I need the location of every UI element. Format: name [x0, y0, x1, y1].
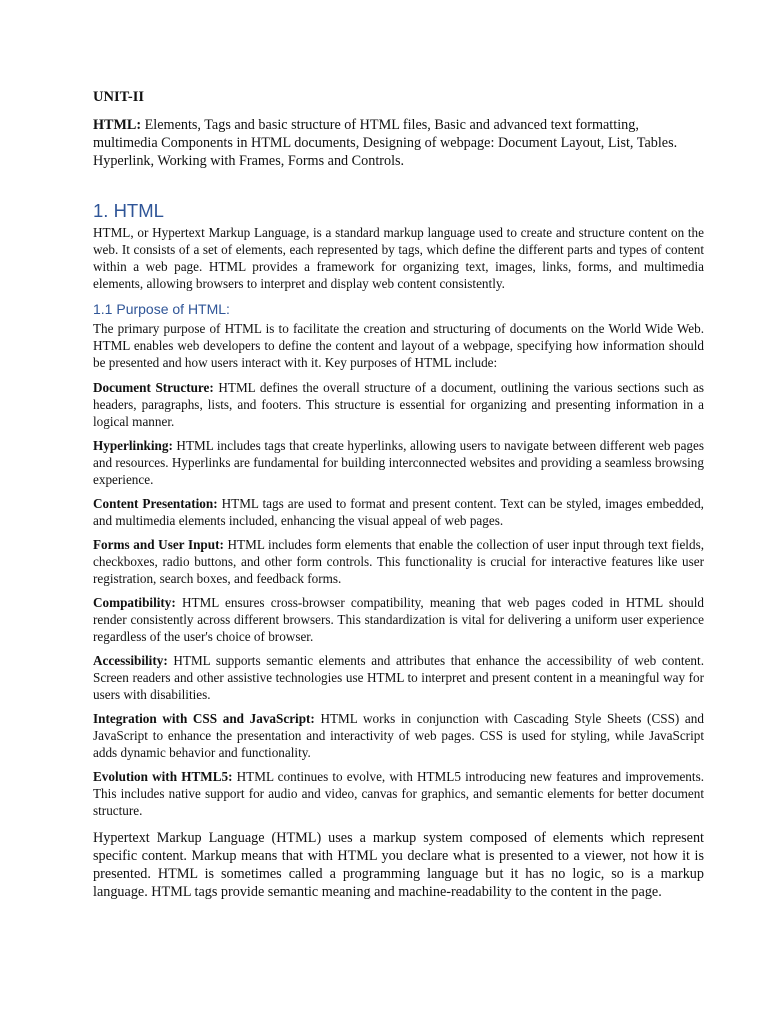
purpose-item-text: HTML ensures cross-browser compatibility, meaning that web pages coded in HTML should render consistently across different browsers. This standardization is vital for delivering a uniform user experience regardless of the user's choice of browser. — [93, 595, 704, 644]
section-heading-html: 1. HTML — [93, 200, 164, 221]
purpose-item-label: Accessibility: — [93, 653, 168, 668]
purpose-item-hyperlinking — [93, 437, 704, 488]
purpose-item-text: HTML supports semantic elements and attributes that enhance the accessibility of web content. Screen readers and other assistive technologies use HTML to interpret and present content in a meaningful way for users with disabilities. — [93, 653, 704, 702]
purpose-item-html5 — [93, 768, 704, 819]
purpose-item-text: HTML tags are used to format and present content. Text can be styled, images embedded, and multimedia elements included, enhancing the visual appeal of web pages. — [93, 496, 704, 528]
unit-intro — [93, 116, 704, 170]
purpose-item-text: HTML works in conjunction with Cascading Style Sheets (CSS) and JavaScript to enhance the presentation and interactivity of web pages. CSS is used for styling, while JavaScript adds dynamic behavior and functionality. — [93, 711, 704, 760]
unit-heading: UNIT-II — [93, 89, 145, 105]
purpose-item-content-presentation — [93, 495, 704, 529]
subsection-paragraph-purpose: The primary purpose of HTML is to facilitate the creation and structuring of documents on the World Wide Web. HTML enables web developers to define the content and layout of a webpage, specifying how information should be presented and how users interact with it. Key purposes of HTML include: — [93, 321, 704, 370]
purpose-item-accessibility — [93, 652, 704, 703]
purpose-item-css-javascript — [93, 710, 704, 761]
purpose-item-label: Content Presentation: — [93, 496, 218, 511]
purpose-item-forms-user-input — [93, 536, 704, 587]
intro-label: HTML: — [93, 117, 142, 133]
intro-text: Elements, Tags and basic structure of HTML files, Basic and advanced text formatting, multimedia Components in HTML documents, Designing of webpage: Document Layout, List, Tables. Hyperlink, Working with Frames, Forms and Controls. — [93, 117, 678, 169]
purpose-item-label: Document Structure: — [93, 380, 214, 395]
closing-paragraph: Hypertext Markup Language (HTML) uses a markup system composed of elements which represent specific content. Markup means that with HTML you declare what is presented to a viewer, not how it is presented. HTML is sometimes called a programming language but it has no logic, so is a markup language. HTML tags provide semantic meaning and machine-readability to the content in the page. — [93, 830, 704, 900]
subsection-heading-purpose: 1.1 Purpose of HTML: — [93, 301, 230, 317]
section-paragraph-html: HTML, or Hypertext Markup Language, is a standard markup language used to create and structure content on the web. It consists of a set of elements, each represented by tags, which define the different parts and types of content within a web page. HTML provides a framework for organizing text, images, links, forms, and multimedia elements, allowing browsers to interpret and display web content consistently. — [93, 225, 704, 291]
purpose-item-label: Evolution with HTML5: — [93, 769, 233, 784]
purpose-item-text: HTML defines the overall structure of a document, outlining the various sections such as headers, paragraphs, lists, and footers. This structure is essential for organizing and presenting information in a logical manner. — [93, 380, 704, 429]
purpose-item-label: Compatibility: — [93, 595, 176, 610]
purpose-item-text: HTML includes form elements that enable the collection of user input through text fields, checkboxes, radio buttons, and other form controls. This functionality is crucial for interactive features like user registration, search boxes, and feedback forms. — [93, 537, 704, 586]
purpose-item-text: HTML continues to evolve, with HTML5 introducing new features and improvements. This includes native support for audio and video, canvas for graphics, and semantic elements for better document structure. — [93, 769, 704, 818]
purpose-item-label: Forms and User Input: — [93, 537, 224, 552]
purpose-item-label: Integration with CSS and JavaScript: — [93, 711, 315, 726]
document-content — [93, 88, 704, 901]
purpose-item-compatibility — [93, 594, 704, 645]
purpose-item-label: Hyperlinking: — [93, 438, 173, 453]
purpose-item-text: HTML includes tags that create hyperlinks, allowing users to navigate between different web pages and resources. Hyperlinks are fundamental for building interconnected websites and providing a seamless browsing experience. — [93, 438, 704, 487]
purpose-item-document-structure — [93, 379, 704, 430]
